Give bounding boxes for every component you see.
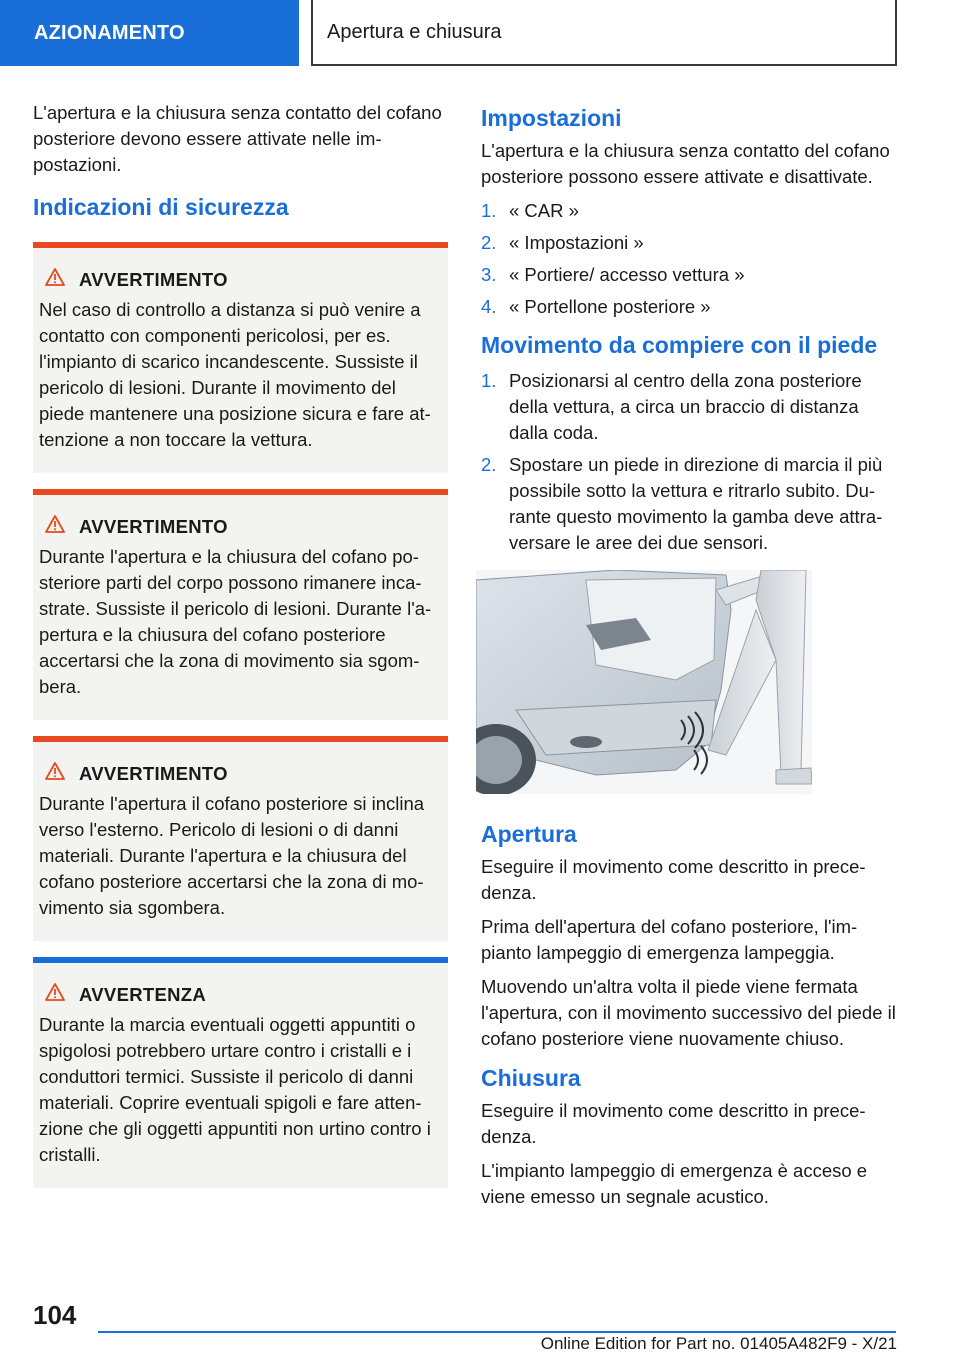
list-item bbox=[481, 294, 897, 320]
step-text: Posizionarsi al centro della zona posteriore della vettura, a circa un braccio di distanza dalla coda. bbox=[509, 370, 862, 443]
settings-paragraph: L'apertura e la chiusura senza contatto del cofano posteriore possono essere attivate e disattivate. bbox=[481, 140, 890, 187]
chapter-title: Apertura e chiusura bbox=[311, 0, 897, 66]
step-number: 1. bbox=[481, 200, 497, 221]
warning-text: Durante l'apertura e la chiusura del cofano posteriore parti del corpo possono rimanere incastrate. Sussiste il pericolo di lesioni. Durante l'apertura e la chiusura del cofano posteriore accertarsi che la zona di movimento sia sgombera. bbox=[39, 546, 432, 697]
safety-heading: Indicazioni di sicurezza bbox=[33, 194, 289, 220]
step-text: « Portiere/ accesso vettura » bbox=[509, 264, 745, 285]
warning-triangle-icon bbox=[45, 983, 65, 1006]
opening-paragraph: Prima dell'apertura del cofano posteriore, l'impianto lampeggio di emergenza lampeggia. bbox=[481, 916, 858, 963]
movement-steps bbox=[481, 368, 897, 556]
list-item bbox=[481, 230, 897, 256]
list-item bbox=[481, 368, 897, 446]
warning-title: AVVERTIMENTO bbox=[79, 268, 228, 290]
step-text: « Impostazioni » bbox=[509, 232, 644, 253]
section-tab: AZIONAMENTO bbox=[0, 0, 299, 66]
warning-triangle-icon bbox=[45, 515, 65, 538]
warning-triangle-icon bbox=[45, 762, 65, 785]
warning-box bbox=[33, 242, 448, 473]
warning-box bbox=[33, 736, 448, 941]
step-number: 2. bbox=[481, 232, 497, 253]
closing-heading: Chiusura bbox=[481, 1065, 581, 1091]
warning-title: AVVERTIMENTO bbox=[79, 515, 228, 537]
opening-paragraph: Muovendo un'altra volta il piede viene fermata l'apertura, con il movimento successivo del piede il cofano posteriore viene nuovamente chiuso. bbox=[481, 976, 896, 1049]
list-item bbox=[481, 262, 897, 288]
step-number: 1. bbox=[481, 370, 497, 391]
caution-title: AVVERTENZA bbox=[79, 983, 207, 1005]
step-number: 4. bbox=[481, 296, 497, 317]
warning-box bbox=[33, 489, 448, 720]
closing-paragraph: Eseguire il movimento come descritto in precedenza. bbox=[481, 1100, 866, 1147]
page-number: 104 bbox=[33, 1300, 77, 1330]
settings-heading: Impostazioni bbox=[481, 105, 622, 131]
step-text: « Portellone posteriore » bbox=[509, 296, 711, 317]
step-number: 2. bbox=[481, 454, 497, 475]
caution-text: Durante la marcia eventuali oggetti appuntiti o spigolosi potrebbero urtare contro i cristalli e i conduttori termici. Sussiste il pericolo di danni materiali. Coprire eventuali spigoli e fare attenzione che gli oggetti appuntiti non urtino contro i cristalli. bbox=[39, 1014, 431, 1165]
warning-triangle-icon bbox=[45, 268, 65, 291]
opening-paragraph: Eseguire il movimento come descritto in precedenza. bbox=[481, 856, 866, 903]
movement-heading: Movimento da compiere con il piede bbox=[481, 332, 878, 358]
list-item bbox=[481, 198, 897, 224]
edition-footer: Online Edition for Part no. 01405A482F9 - X/21 bbox=[540, 1334, 897, 1353]
settings-steps bbox=[481, 198, 897, 320]
opening-heading: Apertura bbox=[481, 821, 577, 847]
left-column bbox=[33, 100, 448, 1204]
kick-sensor-illustration bbox=[476, 570, 812, 794]
step-text: « CAR » bbox=[509, 200, 579, 221]
list-item bbox=[481, 452, 897, 556]
warning-title: AVVERTIMENTO bbox=[79, 762, 228, 784]
step-text: Spostare un piede in direzione di marcia il più possibile sotto la vettura e ritrarlo subito. Durante questo movimento la gamba deve attraversare le aree dei due sensori. bbox=[509, 454, 883, 553]
step-number: 3. bbox=[481, 264, 497, 285]
closing-paragraph: L'impianto lampeggio di emergenza è acceso e viene emesso un segnale acustico. bbox=[481, 1160, 868, 1207]
warning-text: Nel caso di controllo a distanza si può venire a contatto con componenti pericolosi, per es. l'impianto di scarico incandescente. Sussiste il pericolo di lesioni. Durante il movimento del piede mantenere una posizione sicura e fare attenzione a non toccare la vettura. bbox=[39, 299, 431, 450]
warning-text: Durante l'apertura il cofano posteriore si inclina verso l'esterno. Pericolo di lesioni o di danni materiali. Durante l'apertura e la chiusura del cofano posteriore accertarsi che la zona di movimento sia sgombera. bbox=[39, 793, 425, 918]
footer-divider bbox=[98, 1331, 896, 1333]
caution-box bbox=[33, 957, 448, 1188]
right-column bbox=[481, 100, 897, 1218]
intro-paragraph: L'apertura e la chiusura senza contatto del cofano posteriore devono essere attivate nelle impostazioni. bbox=[33, 102, 442, 175]
